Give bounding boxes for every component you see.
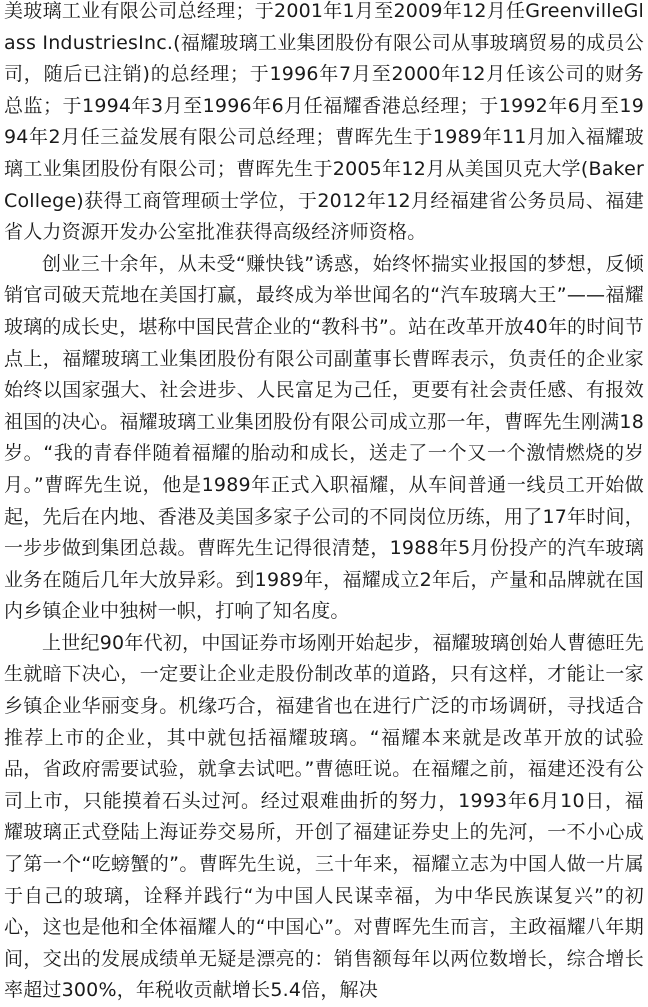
article-paragraph-3: 上世纪90年代初，中国证券市场刚开始起步，福耀玻璃创始人曹德旺先生就暗下决心，一定要让企业走股份制改革的道路，只有这样，才能让一家乡镇企业华丽变身。机缘巧合，福建省也在进行广泛的市场调研，寻找适合推荐上市的企业，其中就包括福耀玻璃。“福耀本来就是改革开放的试验品，省政府需要试验，就拿去试吧。”曹德旺说。在福耀之前，福建还没有公司上市，只能摸着石头过河。经过艰难曲折的努力，1993年6月10日，福耀玻璃正式登陆上海证券交易所，开创了福建证券史上的先河，一不小心成了第一个“吃螃蟹的”。曹晖先生说，三十年来，福耀立志为中国人做一片属于自己的玻璃，诠释并践行“为中国人民谋幸福，为中华民族谋复兴”的初心，这也是他和全体福耀人的“中国心”。对曹晖先生而言，主政福耀八年期间，交出的发展成绩单无疑是漂亮的：销售额每年以两位数增长，综合增长率超过300%，年税收贡献增长5.4倍，解决 bbox=[4, 631, 644, 1002]
article-paragraph-2: 创业三十余年，从未受“赚快钱”诱惑，始终怀揣实业报国的梦想，反倾销官司破天荒地在美国打赢，最终成为举世闻名的“汽车玻璃大王”——福耀玻璃的成长史，堪称中国民营企业的“教科书”。站在改革开放40年的时间节点上，福耀玻璃工业集团股份有限公司副董事长曹晖表示，负责任的企业家始终以国家强大、社会进步、人民富足为己任，更要有社会责任感、有报效祖国的决心。福耀玻璃工业集团股份有限公司成立那一年，曹晖先生刚满18岁。“我的青春伴随着福耀的胎动和成长，送走了一个又一个激情燃烧的岁月。”曹晖先生说，他是1989年正式入职福耀，从车间普通一线员工开始做起，先后在内地、香港及美国多家子公司的不同岗位历练，用了17年时间，一步步做到集团总裁。曹晖先生记得很清楚，1988年5月份投产的汽车玻璃业务在随后几年大放异彩。到1989年，福耀成立2年后，产量和品牌就在国内乡镇企业中独树一帜，打响了知名度。 bbox=[4, 252, 644, 623]
article-paragraph-continued: 美玻璃工业有限公司总经理；于2001年1月至2009年12月任GreenvilleGlass IndustriesInc.(福耀玻璃工业集团股份有限公司从事玻璃贸易的成员公司，随后已注销)的总经理；于1996年7月至2000年12月任该公司的财务总监；于1994年3月至1996年6月任福耀香港总经理；于1992年6月至1994年2月任三益发展有限公司总经理；曹晖先生于1989年11月加入福耀玻璃工业集团股份有限公司；曹晖先生于2005年12月从美国贝克大学(BakerCollege)获得工商管理硕士学位，于2012年12月经福建省公务员局、福建省人力资源开发办公室批准获得高级经济师资格。 bbox=[4, 0, 644, 244]
